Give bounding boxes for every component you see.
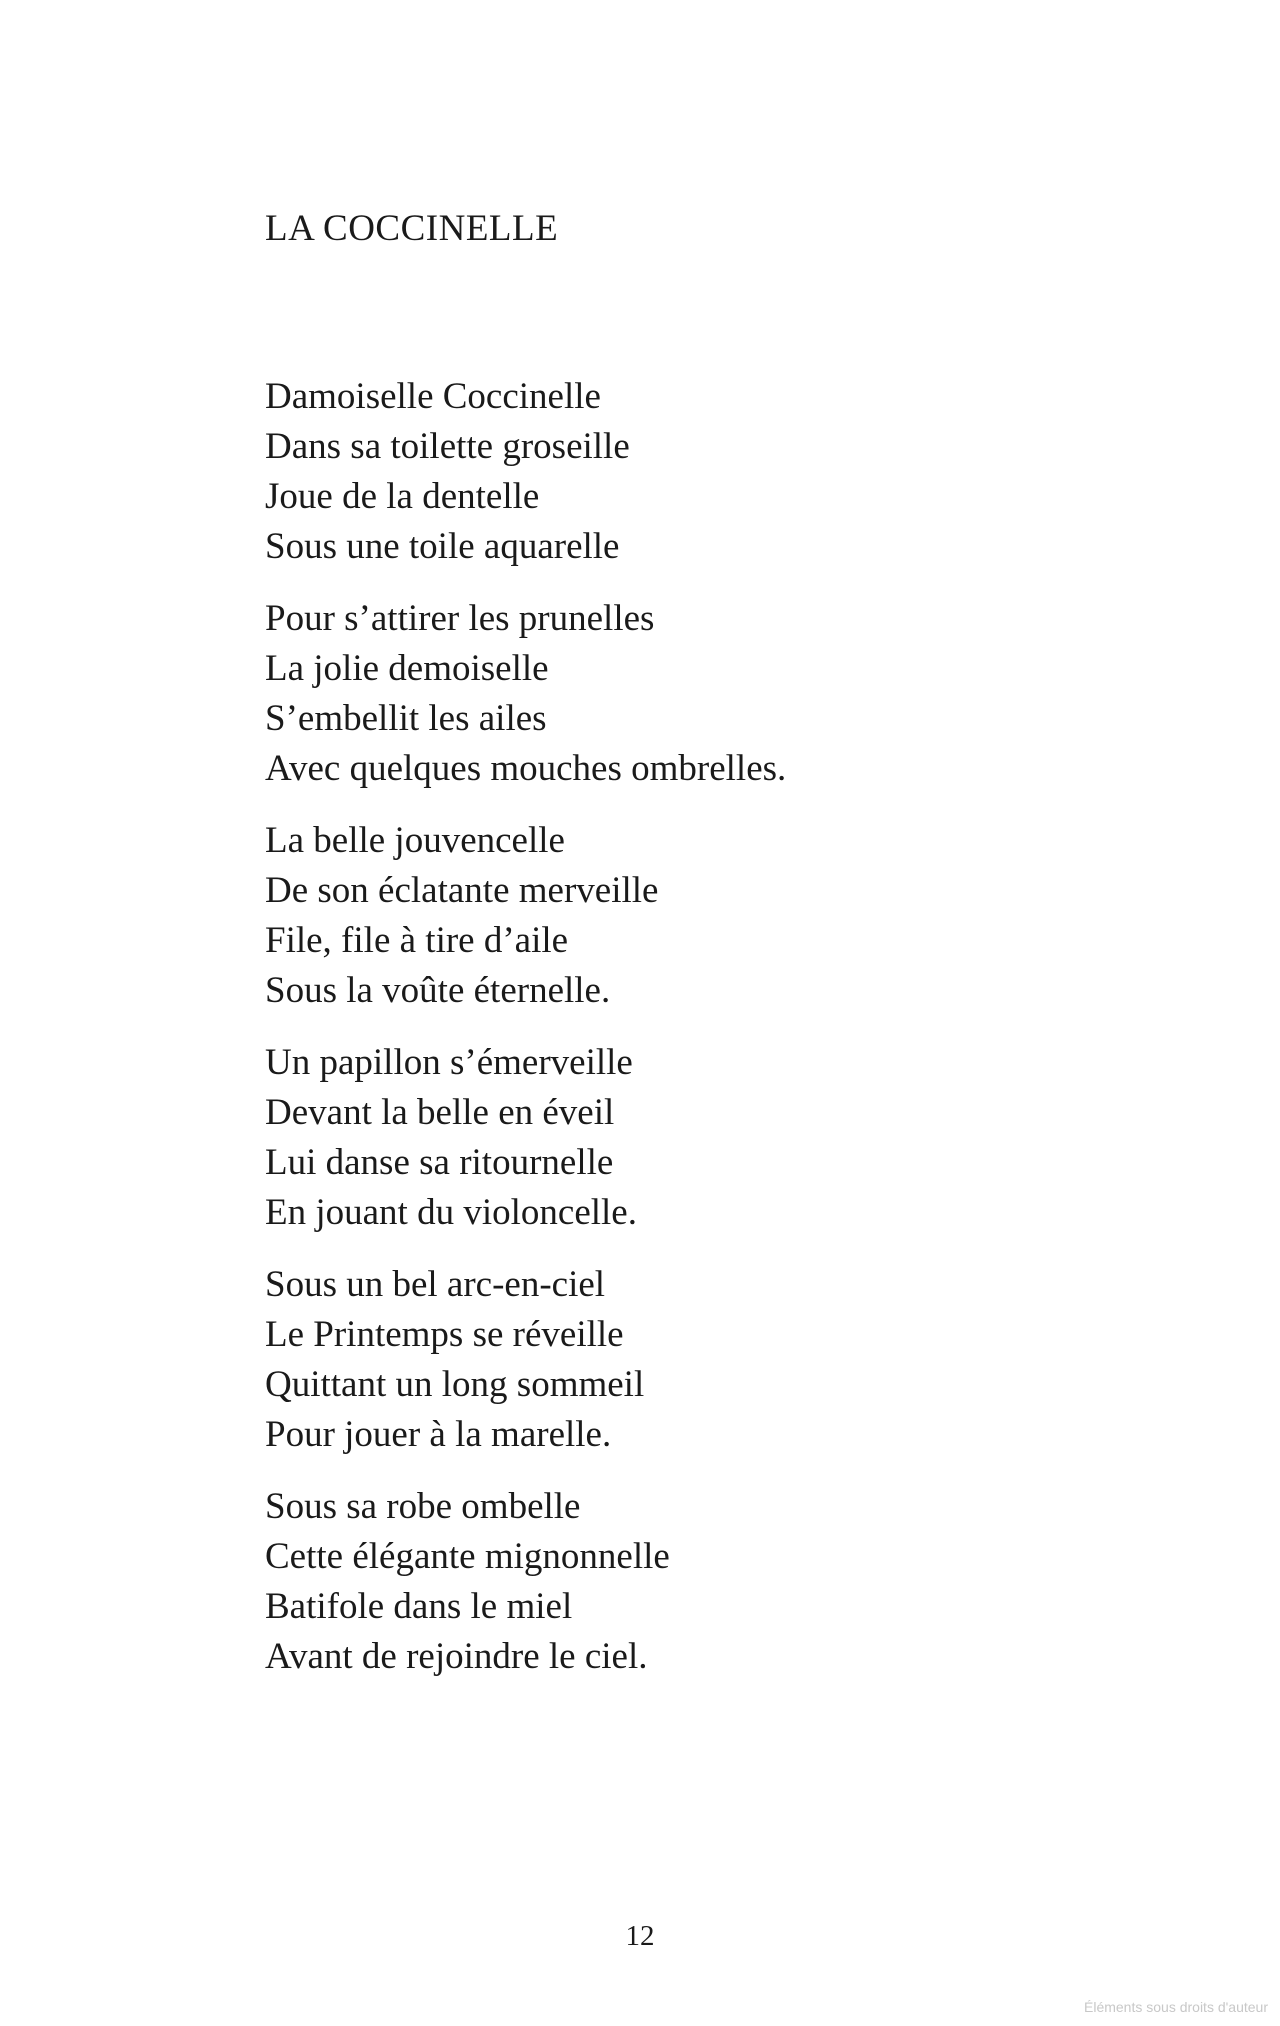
page-number: 12 [625, 1920, 655, 1952]
stanza [265, 372, 786, 572]
verse-line: Le Printemps se réveille [265, 1314, 624, 1355]
verse-line: Sous une toile aquarelle [265, 526, 620, 567]
verse-line: File, file à tire d’aile [265, 920, 569, 961]
stanza [265, 594, 786, 794]
verse-line: Quittant un long sommeil [265, 1364, 645, 1405]
verse-line: De son éclatante merveille [265, 870, 659, 911]
verse-line: Lui danse sa ritournelle [265, 1142, 614, 1183]
verse-line: Sous la voûte éternelle. [265, 970, 611, 1011]
verse-line: Sous un bel arc-en-ciel [265, 1264, 606, 1305]
verse-line: Un papillon s’émerveille [265, 1042, 633, 1083]
stanza [265, 816, 786, 1016]
verse-line: Damoiselle Coccinelle [265, 376, 601, 417]
stanza [265, 1482, 786, 1682]
verse-line: Sous sa robe ombelle [265, 1486, 581, 1527]
verse-line: Pour jouer à la marelle. [265, 1414, 612, 1455]
stanza [265, 1260, 786, 1460]
poem-body [265, 372, 786, 1704]
verse-line: Avec quelques mouches ombrelles. [265, 748, 787, 789]
verse-line: La belle jouvencelle [265, 820, 565, 861]
poem-title: LA COCCINELLE [265, 208, 559, 249]
verse-line: Joue de la dentelle [265, 476, 540, 517]
verse-line: Avant de rejoindre le ciel. [265, 1636, 648, 1677]
verse-line: En jouant du violoncelle. [265, 1192, 637, 1233]
verse-line: S’embellit les ailes [265, 698, 547, 739]
verse-line: Pour s’attirer les prunelles [265, 598, 655, 639]
stanza [265, 1038, 786, 1238]
copyright-notice: Éléments sous droits d'auteur [1084, 1999, 1268, 2015]
verse-line: Cette élégante mignonnelle [265, 1536, 670, 1577]
verse-line: La jolie demoiselle [265, 648, 549, 689]
verse-line: Devant la belle en éveil [265, 1092, 615, 1133]
verse-line: Batifole dans le miel [265, 1586, 573, 1627]
verse-line: Dans sa toilette groseille [265, 426, 630, 467]
